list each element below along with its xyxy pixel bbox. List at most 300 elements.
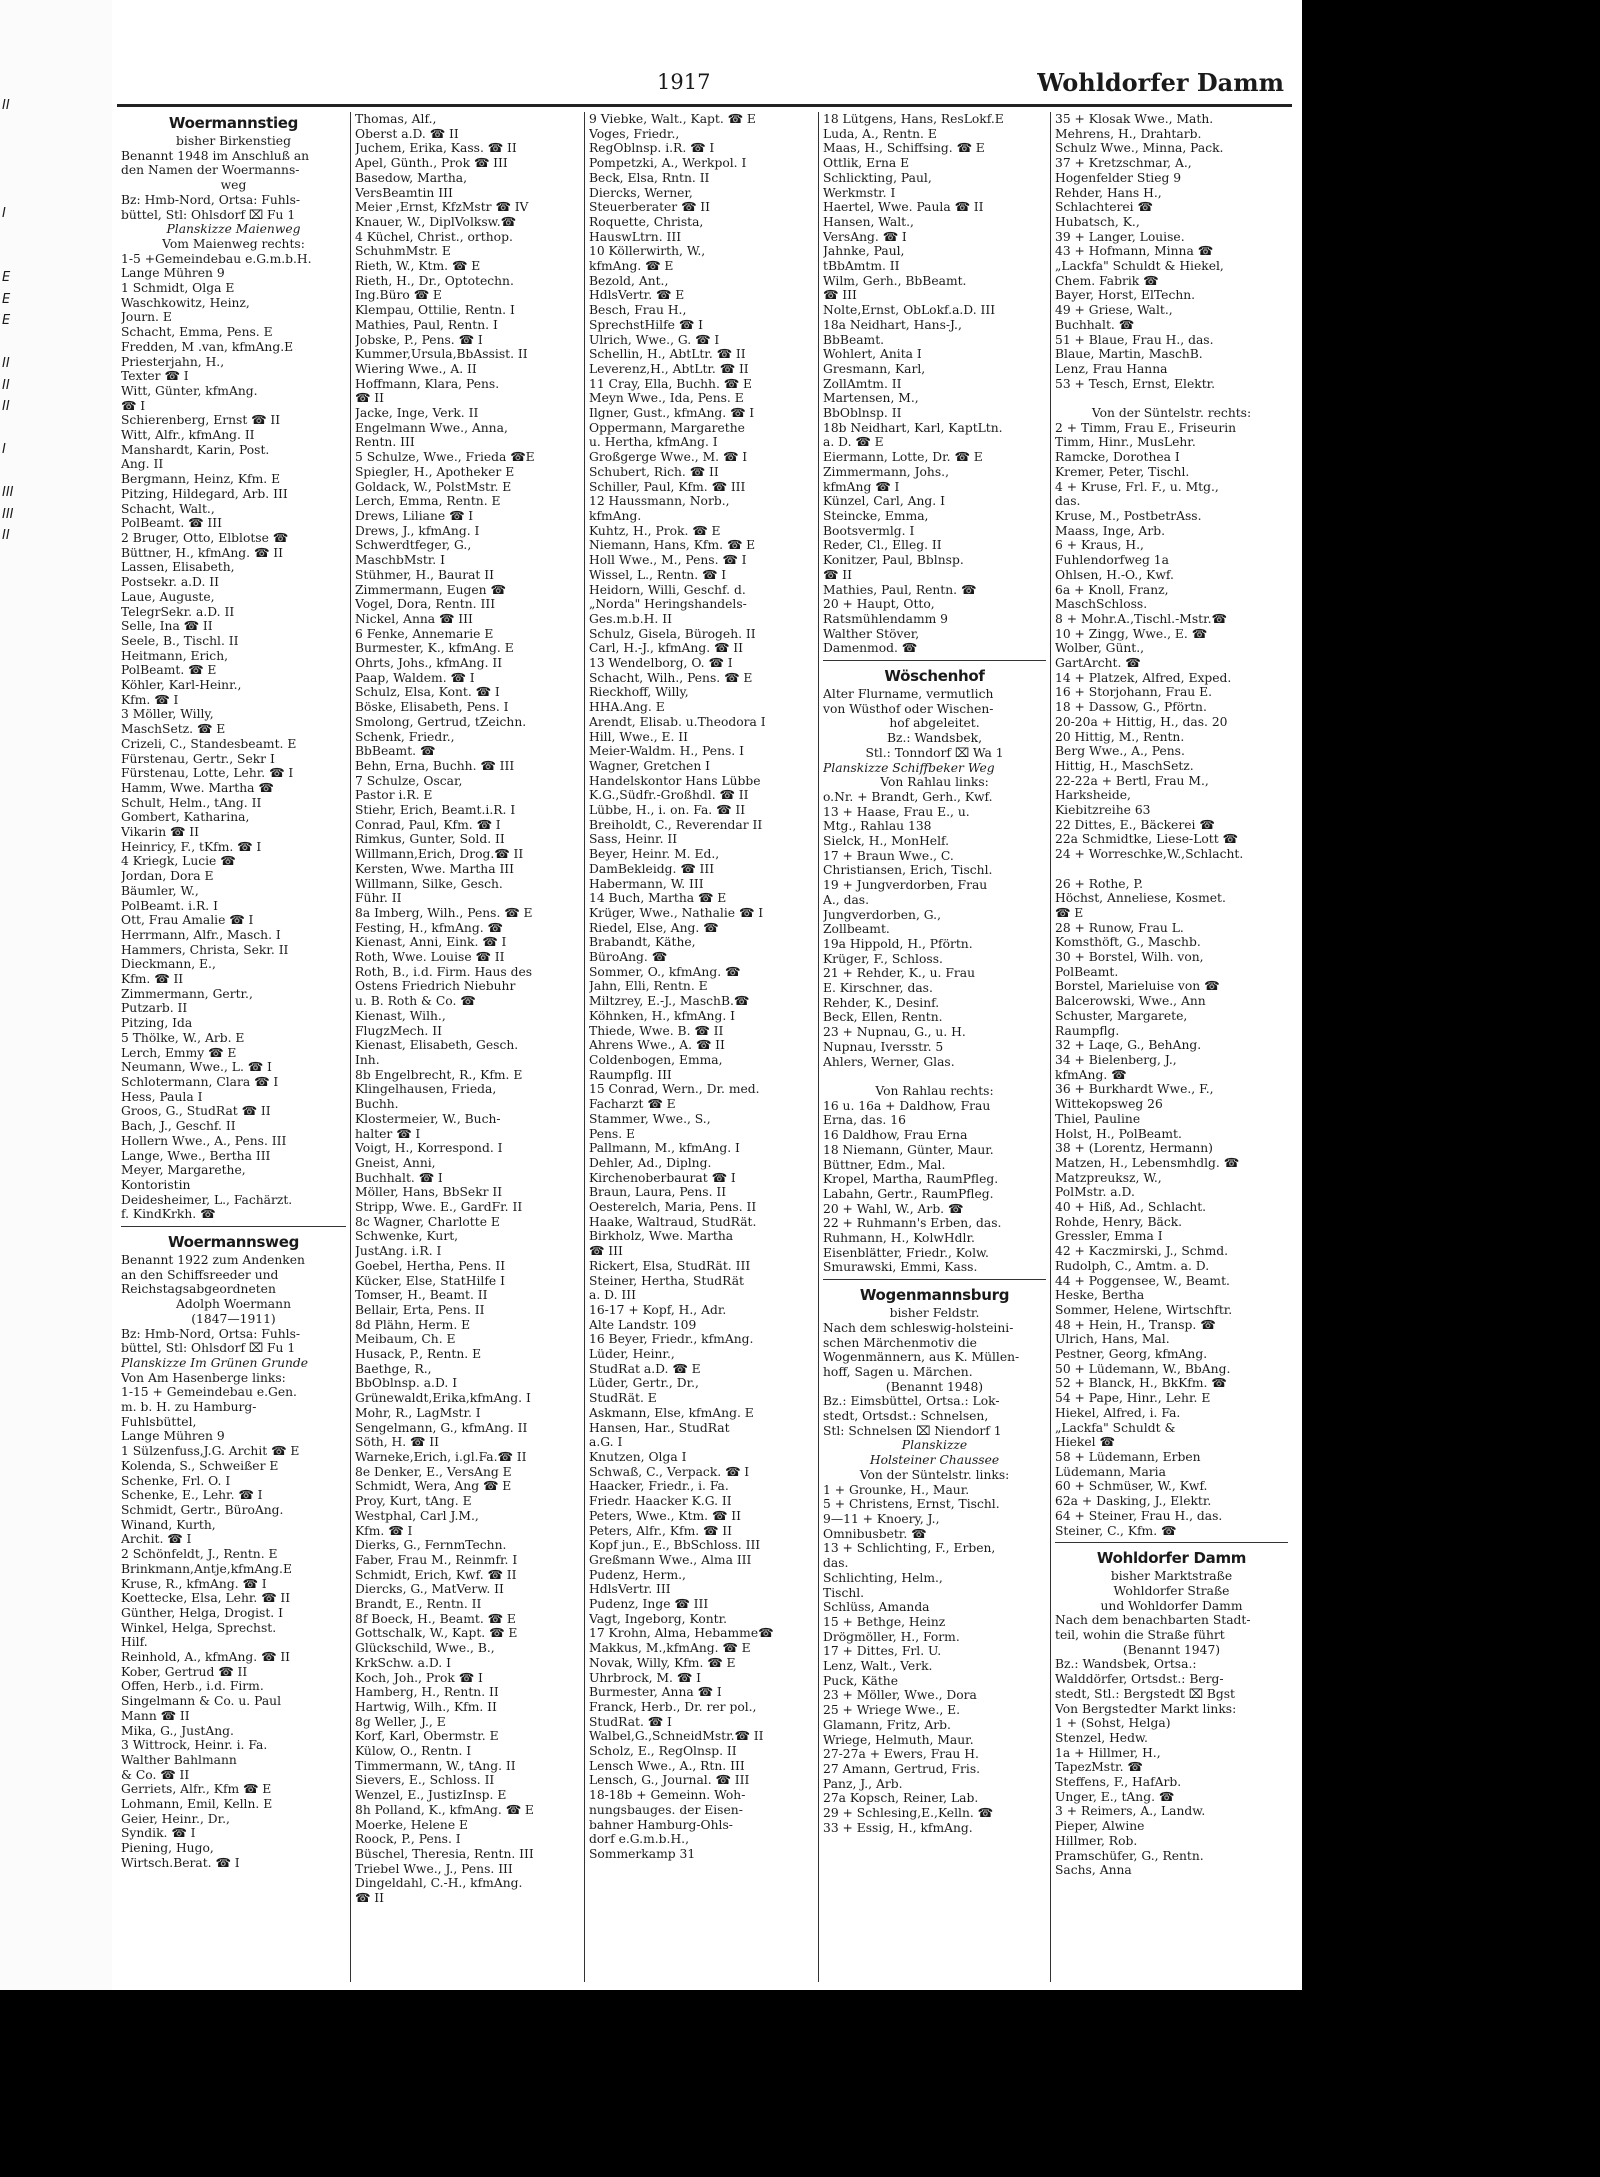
directory-entry: Putzarb. II (121, 1001, 188, 1016)
directory-entry: Stl: Schnelsen ⌧ Niendorf 1 (823, 1423, 1002, 1438)
directory-entry: Erna, das. 16 (823, 1113, 906, 1128)
directory-entry: 3 Wittrock, Heinr. i. Fa. (121, 1738, 268, 1753)
directory-entry: 22a Schmidtke, Liese-Lott ☎ (1055, 832, 1238, 847)
directory-entry: Lassen, Elisabeth, (121, 560, 235, 575)
directory-entry: Söth, H. ☎ II (355, 1435, 439, 1450)
directory-entry: Vom Maienweg rechts: (162, 236, 305, 251)
directory-entry: Roquette, Christa, (589, 214, 704, 229)
directory-entry: 20-20a + Hittig, H., das. 20 (1055, 714, 1228, 729)
directory-entry: Schulz, Gisela, Bürogeh. II (589, 626, 756, 641)
directory-entry: 13 Wendelborg, O. ☎ I (589, 656, 733, 671)
directory-entry: Kober, Gertrud ☎ II (121, 1664, 248, 1679)
directory-entry: Meibaum, Ch. E (355, 1332, 456, 1347)
directory-entry: Kummer,Ursula,BbAssist. II (355, 347, 528, 362)
directory-entry: büttel, Stl: Ohlsdorf ⌧ Fu 1 (121, 207, 296, 222)
directory-entry: Grünewaldt,Erika,kfmAng. I (355, 1391, 531, 1406)
directory-entry: 1 + (Sohst, Helga) (1055, 1716, 1171, 1731)
directory-entry: Matzpreuksz, W., (1055, 1170, 1162, 1185)
directory-entry: Lange Mühren 9 (121, 266, 225, 281)
directory-entry: Sachs, Anna (1055, 1863, 1132, 1878)
directory-entry: a. D. ☎ E (823, 435, 884, 450)
directory-entry: HHA.Ang. E (589, 700, 665, 715)
directory-entry: ☎ II (355, 391, 384, 406)
directory-entry: 6 + Kraus, H., (1055, 538, 1144, 553)
directory-entry: DamBekleidg. ☎ III (589, 861, 715, 876)
directory-entry: büttel, Stl: Ohlsdorf ⌧ Fu 1 (121, 1341, 296, 1356)
directory-entry: Hess, Paula I (121, 1089, 203, 1104)
margin-fragment (2, 805, 22, 827)
margin-fragment: II (2, 356, 10, 371)
directory-entry: Beyer, Heinr. M. Ed., (589, 847, 720, 862)
directory-entry: 50 + Lüdemann, W., BbAng. (1055, 1361, 1231, 1376)
margin-fragment (2, 461, 22, 483)
directory-entry: Labahn, Gertr., RaumPfleg. (823, 1186, 994, 1201)
directory-entry: Schulz Wwe., Minna, Pack. (1055, 141, 1224, 156)
directory-entry: 18b Neidhart, Karl, KaptLtn. (823, 420, 1003, 435)
directory-entry: 8c Wagner, Charlotte E (355, 1214, 500, 1229)
directory-entry: Thomas, Alf., (355, 112, 437, 126)
directory-entry: Sommer, O., kfmAng. ☎ (589, 964, 741, 979)
directory-entry: 10 + Zingg, Wwe., E. ☎ (1055, 626, 1208, 641)
directory-entry: 28 + Runow, Frau L. (1055, 920, 1184, 935)
directory-entry: Dieckmann, E., (121, 957, 216, 972)
directory-entry: Schenk, Friedr., (355, 729, 455, 744)
directory-entry: m. b. H. zu Hamburg- (121, 1400, 257, 1415)
directory-entry: BbBeamt. ☎ (355, 744, 436, 759)
directory-entry: Askmann, Else, kfmAng. E (589, 1405, 754, 1420)
directory-entry: 26 + Rothe, P. (1055, 876, 1144, 891)
directory-entry: 38 + (Lorentz, Hermann) (1055, 1141, 1213, 1156)
directory-entry: 1 Sülzenfuss,J.G. Archit ☎ E (121, 1444, 300, 1459)
directory-entry: Handelskontor Hans Lübbe (589, 773, 761, 788)
directory-entry: 39 + Langer, Louise. (1055, 229, 1185, 244)
directory-entry: Nickel, Anna ☎ III (355, 611, 473, 626)
directory-entry: 16-17 + Kopf, H., Adr. (589, 1302, 727, 1317)
scan-border-bottom (0, 1990, 1302, 2177)
directory-entry: 15 + Bethge, Heinz (823, 1614, 946, 1629)
directory-entry: Pens. E (589, 1126, 636, 1141)
directory-entry: 8f Boeck, H., Beamt. ☎ E (355, 1611, 516, 1626)
directory-entry: Heidorn, Willi, Geschf. d. (589, 582, 746, 597)
directory-entry: Hansen, Walt., (823, 214, 914, 229)
directory-entry: Jahn, Elli, Rentn. E (589, 979, 708, 994)
directory-entry: Wohldorfer Straße (1113, 1583, 1230, 1598)
margin-fragment (2, 547, 22, 569)
directory-entry: Bach, J., Geschf. II (121, 1119, 236, 1134)
margin-fragment (2, 160, 22, 182)
directory-entry: 27a Kopsch, Reiner, Lab. (823, 1791, 979, 1806)
directory-entry: Unger, E., tAng. ☎ (1055, 1789, 1175, 1804)
directory-entry: o.Nr. + Brandt, Gerh., Kwf. (823, 789, 993, 804)
directory-entry: Braun, Laura, Pens. II (589, 1185, 727, 1200)
directory-entry: Mohr, R., LagMstr. I (355, 1405, 481, 1420)
directory-entry: Wogenmännern, aus K. Müllen- (823, 1350, 1020, 1365)
margin-fragment: I (2, 442, 6, 457)
directory-entry: Bäumler, W., (121, 883, 199, 898)
directory-entry: 60 + Schmüser, W., Kwf. (1055, 1479, 1208, 1494)
directory-entry: Schacht, Walt., (121, 501, 215, 516)
directory-entry: Coldenbogen, Emma, (589, 1053, 723, 1067)
directory-entry: 22 Dittes, E., Bäckerei ☎ (1055, 817, 1215, 832)
directory-entry: K.G.,Südfr.-Großhdl. ☎ II (589, 788, 749, 803)
directory-entry: Raumpflg. (1055, 1023, 1120, 1038)
directory-entry: Nupnau, Iversstr. 5 (823, 1039, 944, 1054)
directory-entry: 8e Denker, E., VersAng E (355, 1464, 512, 1479)
directory-entry: Werkmstr. I (823, 185, 896, 200)
directory-entry: Kfm. ☎ I (355, 1523, 413, 1538)
directory-entry: Stl.: Tonndorf ⌧ Wa 1 (865, 745, 1004, 760)
directory-entry: Walther Stöver, (823, 626, 920, 641)
directory-entry: schen Märchenmotiv die (823, 1335, 977, 1350)
directory-entry: Ott, Frau Amalie ☎ I (121, 913, 254, 928)
directory-entry: Jobske, P., Pens. ☎ I (355, 332, 483, 347)
directory-entry: Texter ☎ I (121, 369, 189, 384)
directory-entry: bisher Birkenstieg (176, 134, 291, 148)
directory-entry: 20 + Wahl, W., Arb. ☎ (823, 1201, 964, 1216)
directory-entry: StudRat. ☎ I (589, 1714, 672, 1729)
directory-entry: Hiekel ☎ (1055, 1435, 1115, 1450)
directory-entry: 24 + Worreschke,W.,Schlacht. (1055, 847, 1244, 862)
section-separator (823, 1279, 1046, 1280)
directory-entry: Schlichting, Helm., (823, 1570, 943, 1585)
directory-entry: Hill, Wwe., E. II (589, 729, 689, 744)
directory-entry: Rehder, Hans H., (1055, 185, 1162, 200)
directory-entry: Wissel, L., Rentn. ☎ I (589, 567, 727, 582)
directory-entry: Schmidt, Erich, Kwf. ☎ II (355, 1567, 517, 1582)
directory-entry: kfmAng. ☎ E (589, 259, 674, 274)
directory-entry: Mika, G., JustAng. (121, 1723, 234, 1738)
directory-entry: Lensch, G., Journal. ☎ III (589, 1773, 750, 1788)
directory-entry: Spiegler, H., Apotheker E (355, 464, 515, 479)
directory-entry: Bz.: Wandsbek, Ortsa.: (1055, 1657, 1197, 1672)
directory-entry: 6 Fenke, Annemarie E (355, 626, 494, 641)
directory-entry: 5 Schulze, Wwe., Frieda ☎E (355, 450, 535, 465)
directory-entry: Schiller, Paul, Kfm. ☎ III (589, 479, 746, 494)
directory-entry: Planskizze Schiffbeker Weg (823, 760, 995, 775)
directory-entry: 8h Polland, K., kfmAng. ☎ E (355, 1802, 534, 1817)
directory-entry: „Lackfa" Schuldt & (1055, 1420, 1176, 1435)
directory-entry: Omnibusbetr. ☎ (823, 1526, 927, 1541)
directory-entry: Groos, G., StudRat ☎ II (121, 1104, 271, 1119)
directory-entry: 8a Imberg, Wilh., Pens. ☎ E (355, 905, 533, 920)
directory-entry: Steiner, Hertha, StudRät (589, 1273, 744, 1288)
directory-entry: Engelmann Wwe., Anna, (355, 420, 508, 435)
directory-entry: a.G. I (589, 1435, 623, 1450)
directory-entry: 7 Schulze, Oscar, (355, 773, 463, 788)
directory-entry: den Namen der Woermanns- (121, 163, 300, 178)
directory-page (112, 0, 1302, 1990)
directory-entry: 37 + Kretzschmar, A., (1055, 156, 1192, 171)
directory-entry: 1 Schmidt, Olga E (121, 281, 235, 296)
directory-entry: Smolong, Gertrud, tZeichn. (355, 714, 527, 729)
directory-entry: 40 + Hiß, Ad., Schlacht. (1055, 1200, 1207, 1215)
directory-entry: 43 + Hofmann, Minna ☎ (1055, 244, 1214, 259)
directory-entry: Wagner, Gretchen I (589, 758, 711, 773)
directory-entry: Pudenz, Inge ☎ III (589, 1597, 709, 1612)
directory-entry: Goebel, Hertha, Pens. II (355, 1258, 506, 1273)
running-head: Wohldorfer Damm (1037, 68, 1284, 97)
directory-entry: Vagt, Ingeborg, Kontr. (589, 1611, 728, 1626)
directory-entry: Besch, Frau H., (589, 303, 687, 318)
directory-entry: Pudenz, Herm., (589, 1567, 686, 1582)
directory-entry: Ilgner, Gust., kfmAng. ☎ I (589, 406, 755, 421)
directory-entry: 29 + Schlesing,E.,Kelln. ☎ (823, 1806, 994, 1821)
directory-entry: Nolte,Ernst, ObLokf.a.D. III (823, 303, 996, 318)
directory-entry: Pieper, Alwine (1055, 1819, 1145, 1834)
directory-entry: Inh. (355, 1053, 380, 1067)
directory-entry: Bz.: Eimsbüttel, Ortsa.: Lok- (823, 1394, 1000, 1409)
margin-fragment (2, 181, 22, 203)
directory-entry: Planskizze Maienweg (166, 222, 301, 237)
directory-entry: Von Am Hasenberge links: (121, 1370, 286, 1385)
directory-entry: 58 + Lüdemann, Erben (1055, 1449, 1201, 1464)
directory-entry: Luda, A., Rentn. E (823, 126, 937, 141)
directory-entry: GartArcht. ☎ (1055, 656, 1141, 671)
directory-entry: Wenzel, E., JustizInsp. E (355, 1788, 507, 1803)
directory-entry: Conrad, Paul, Kfm. ☎ I (355, 817, 501, 832)
directory-entry: hoff, Sagen u. Märchen. (823, 1364, 973, 1379)
directory-entry: Lerch, Emma, Rentn. E (355, 494, 501, 509)
directory-entry: 16 u. 16a + Daldhow, Frau (823, 1098, 991, 1113)
directory-entry: VersBeamtin III (355, 185, 453, 200)
directory-entry: 23 + Nupnau, G., u. H. (823, 1025, 966, 1040)
directory-entry: 18-18b + Gemeinn. Woh- (589, 1788, 746, 1803)
directory-entry: Priesterjahn, H., (121, 354, 225, 369)
directory-entry: stedt, Ortsdst.: Schnelsen, (823, 1409, 989, 1424)
directory-entry: Lüder, Heinr., (589, 1347, 675, 1362)
directory-entry: Stiehr, Erich, Beamt.i.R. I (355, 803, 516, 818)
directory-entry: 34 + Bielenberg, J., (1055, 1053, 1177, 1067)
directory-entry: Schult, Helm., tAng. II (121, 795, 262, 810)
directory-entry: Greßmann Wwe., Alma III (589, 1552, 752, 1567)
directory-entry: Baethge, R., (355, 1361, 432, 1376)
directory-entry: Steffens, F., HafArb. (1055, 1775, 1182, 1790)
margin-fragments (2, 95, 22, 912)
margin-fragment (2, 654, 22, 676)
margin-fragment: E (2, 313, 11, 328)
directory-entry: Jacke, Inge, Verk. II (355, 406, 479, 421)
directory-entry: RegOblnsp. i.R. ☎ I (589, 141, 715, 156)
directory-entry: Stenzel, Hedw. (1055, 1730, 1148, 1745)
directory-entry: Höchst, Anneliese, Kosmet. (1055, 891, 1226, 906)
directory-entry: ☎ E (1055, 905, 1084, 920)
directory-entry: 17 + Dittes, Frl. U. (823, 1644, 942, 1659)
directory-entry: 36 + Burkhardt Wwe., F., (1055, 1082, 1214, 1097)
directory-entry: 1-15 + Gemeindebau e.Gen. (121, 1385, 297, 1400)
directory-entry: „Lackfa" Schuldt & Hiekel, (1055, 259, 1224, 274)
directory-entry: Planskizze (901, 1438, 968, 1453)
directory-entry: Ratsmühlendamm 9 (823, 611, 949, 626)
scan-border-right (1302, 0, 1600, 2177)
directory-entry: 20 + Haupt, Otto, (823, 597, 935, 612)
directory-entry: Holsteiner Chaussee (869, 1453, 1000, 1468)
directory-entry: Waschkowitz, Heinz, (121, 295, 250, 310)
directory-entry: Pompetzki, A., Werkpol. I (589, 156, 747, 171)
directory-entry: Wolber, Günt., (1055, 641, 1145, 656)
directory-entry: bisher Marktstraße (1110, 1569, 1233, 1584)
directory-entry: 51 + Blaue, Frau H., das. (1055, 332, 1214, 347)
directory-entry: Franck, Herb., Dr. rer pol., (589, 1699, 757, 1714)
directory-entry: 33 + Essig, H., kfmAng. (823, 1820, 973, 1835)
directory-entry: Kuhtz, H., Prok. ☎ E (589, 523, 721, 538)
directory-entry: Buchh. (355, 1097, 399, 1112)
directory-entry: 62a + Dasking, J., Elektr. (1055, 1494, 1212, 1509)
directory-entry: Wittekopsweg 26 (1055, 1097, 1163, 1112)
directory-entry: Heitmann, Erich, (121, 648, 229, 663)
directory-entry: Konitzer, Paul, Bblnsp. (823, 553, 964, 568)
margin-fragment: E (2, 270, 11, 285)
directory-entry: Rohde, Henry, Bäck. (1055, 1214, 1183, 1229)
margin-fragment (2, 676, 22, 698)
directory-entry: Pallmann, M., kfmAng. I (589, 1141, 740, 1156)
directory-entry: 18a Neidhart, Hans-J., (823, 317, 962, 332)
directory-entry: Diercks, G., MatVerw. II (355, 1582, 504, 1597)
directory-entry: Kienast, Anni, Eink. ☎ I (355, 935, 507, 950)
directory-entry: Uhrbrock, M. ☎ I (589, 1670, 701, 1685)
directory-entry: Voigt, H., Korrespond. I (355, 1141, 503, 1156)
margin-fragment: II (2, 399, 10, 414)
directory-entry: Bootsvermlg. I (823, 523, 915, 538)
directory-entry: 14 + Platzek, Alfred, Exped. (1055, 670, 1232, 685)
directory-entry: u. Hertha, kfmAng. I (589, 435, 718, 450)
directory-entry: E. Kirschner, das. (823, 981, 933, 996)
margin-fragment (2, 117, 22, 139)
directory-entry: 22 + Ruhmann's Erben, das. (823, 1216, 1002, 1231)
directory-entry: 18 + Dassow, G., Pförtn. (1055, 700, 1207, 715)
directory-entry: 17 Krohn, Alma, Hebamme☎ (589, 1626, 774, 1641)
directory-entry: 2 + Timm, Frau E., Friseurin (1055, 420, 1237, 435)
directory-entry: Ottlik, Erna E (823, 156, 910, 171)
directory-entry: Ulrich, Wwe., G. ☎ I (589, 332, 720, 347)
directory-entry: Ulrich, Hans, Mal. (1055, 1332, 1170, 1347)
directory-entry: bahner Hamburg-Ohls- (589, 1817, 733, 1832)
directory-entry: tBbAmtm. II (823, 259, 900, 274)
directory-entry: stedt, Stl.: Bergstedt ⌧ Bgst (1055, 1686, 1235, 1701)
directory-entry: Planskizze Im Grünen Grunde (121, 1355, 309, 1370)
directory-entry: Meier ,Ernst, KfzMstr ☎ IV (355, 200, 529, 215)
directory-entry: Rehder, K., Desinf. (823, 995, 940, 1010)
directory-entry: Fuhlendorfweg 1a (1055, 553, 1169, 568)
directory-entry: Hansen, Har., StudRat (589, 1420, 730, 1435)
directory-entry: Ramcke, Dorothea I (1055, 450, 1180, 465)
directory-entry: Kersten, Wwe. Martha III (355, 861, 515, 876)
directory-entry: 16 Beyer, Friedr., kfmAng. (589, 1332, 754, 1347)
directory-entry: Husack, P., Rentn. E (355, 1347, 482, 1362)
directory-entry: Hamm, Wwe. Martha ☎ (121, 780, 274, 795)
directory-entry: Reichstagsabgeordneten (121, 1282, 276, 1297)
directory-entry: 20 Hittig, M., Rentn. (1055, 729, 1185, 744)
margin-fragment (2, 891, 22, 913)
directory-entry: Sommer, Helene, Wirtschftr. (1055, 1302, 1233, 1317)
directory-entry: Hogenfelder Stieg 9 (1055, 170, 1182, 185)
directory-entry: Stühmer, H., Baurat II (355, 567, 495, 582)
directory-entry: Thiel, Pauline (1055, 1111, 1141, 1126)
directory-entry: Wiering Wwe., A. II (355, 361, 477, 376)
directory-entry: Borstel, Marieluise von ☎ (1055, 979, 1220, 994)
directory-entry: Oberst a.D. ☎ II (355, 126, 459, 141)
directory-entry: Jordan, Dora E (121, 869, 214, 884)
directory-entry: Schellin, H., AbtLtr. ☎ II (589, 347, 746, 362)
directory-entry: Stripp, Wwe. E., GardFr. II (355, 1200, 523, 1215)
directory-entry: Voges, Friedr., (589, 126, 680, 141)
margin-fragment: II (2, 98, 10, 113)
column-1 (117, 112, 351, 1982)
directory-entry: Puck, Käthe (823, 1673, 899, 1688)
directory-entry: Kiebitzreihe 63 (1055, 803, 1151, 818)
directory-entry: Panz, J., Arb. (823, 1776, 903, 1791)
directory-entry: Ohrts, Johs., kfmAng. II (355, 656, 503, 671)
directory-entry: Neumann, Wwe., L. ☎ I (121, 1060, 272, 1075)
directory-entry: Koettecke, Elsa, Lehr. ☎ II (121, 1591, 291, 1606)
directory-entry: 44 + Poggensee, W., Beamt. (1055, 1273, 1230, 1288)
directory-entry: Buchhalt. ☎ I (355, 1170, 443, 1185)
directory-entry: PolBeamt. i.R. I (121, 898, 218, 913)
directory-entry: 6a + Knoll, Franz, (1055, 582, 1169, 597)
directory-entry: Alter Flurname, vermutlich (823, 687, 994, 702)
directory-entry: Kropel, Martha, RaumPfleg. (823, 1172, 999, 1187)
directory-entry: Rimkus, Gunter, Sold. II (355, 832, 505, 847)
directory-entry: A., das. (823, 892, 870, 907)
directory-entry: u. B. Roth & Co. ☎ (355, 994, 476, 1009)
directory-entry: Schlotermann, Clara ☎ I (121, 1075, 279, 1089)
directory-entry: Ges.m.b.H. II (589, 611, 672, 626)
directory-entry: 10 Köllerwirth, W., (589, 244, 706, 259)
directory-entry: Heinricy, F., tKfm. ☎ I (121, 839, 262, 854)
directory-entry: Schwaß, C., Verpack. ☎ I (589, 1464, 750, 1479)
directory-entry: nungsbauges. der Eisen- (589, 1802, 743, 1817)
directory-entry: Möller, Hans, BbSekr II (355, 1185, 503, 1200)
directory-entry: ☎ II (823, 567, 852, 582)
directory-entry: Leverenz,H., AbtLtr. ☎ II (589, 361, 749, 376)
directory-entry: Rudolph, C., Amtm. a. D. (1055, 1258, 1210, 1273)
directory-entry: 19a Hippold, H., Pförtn. (823, 936, 973, 951)
street-heading: Wöschenhof (884, 667, 985, 686)
directory-entry: Kienast, Elisabeth, Gesch. (355, 1038, 519, 1053)
directory-entry: KrkSchw. a.D. I (355, 1655, 451, 1670)
directory-entry: 27 Amann, Gertrud, Fris. (823, 1761, 981, 1776)
directory-entry: Schmidt, Gertr., BüroAng. (121, 1502, 284, 1517)
directory-entry: Fuhlsbüttel, (121, 1414, 197, 1429)
left-margin-strip (0, 0, 112, 1990)
directory-entry: 21 + Rehder, K., u. Frau (823, 966, 976, 981)
directory-entry: Thiede, Wwe. B. ☎ II (589, 1023, 724, 1038)
directory-entry: Holl Wwe., M., Pens. ☎ I (589, 553, 747, 568)
directory-entry: 23 + Möller, Wwe., Dora (823, 1688, 977, 1703)
directory-entry: 1-5 +Gemeindebau e.G.m.b.H. (121, 251, 312, 266)
directory-entry: Hittig, H., MaschSetz. (1055, 758, 1194, 773)
directory-entry: Sass, Heinr. II (589, 832, 678, 847)
directory-entry: Pramschüfer, G., Rentn. (1055, 1848, 1204, 1863)
directory-entry: Klempau, Ottilie, Rentn. I (355, 303, 515, 318)
directory-entry: Steincke, Emma, (823, 508, 929, 523)
directory-entry: Pestner, Georg, kfmAng. (1055, 1347, 1208, 1362)
directory-entry: Chem. Fabrik ☎ (1055, 273, 1159, 288)
directory-entry: Kfm. ☎ I (121, 692, 179, 707)
directory-entry: Mann ☎ II (121, 1708, 190, 1723)
directory-entry: Proy, Kurt, tAng. E (355, 1494, 472, 1509)
directory-entry: Witt, Alfr., kfmAng. II (121, 428, 255, 443)
directory-entry: Künzel, Carl, Ang. I (823, 494, 945, 509)
margin-fragment (2, 783, 22, 805)
margin-fragment: I (2, 205, 6, 221)
directory-entry: Timmermann, W., tAng. II (355, 1758, 516, 1773)
directory-entry: Knauer, W., DiplVolksw.☎ (355, 214, 516, 229)
directory-entry: Pitzing, Hildegard, Arb. III (121, 486, 288, 501)
margin-fragment (2, 869, 22, 891)
directory-entry: MaschSetz. ☎ E (121, 722, 226, 737)
directory-entry: 16 Daldhow, Frau Erna (823, 1128, 968, 1143)
directory-entry: 15 Conrad, Wern., Dr. med. (589, 1082, 760, 1097)
